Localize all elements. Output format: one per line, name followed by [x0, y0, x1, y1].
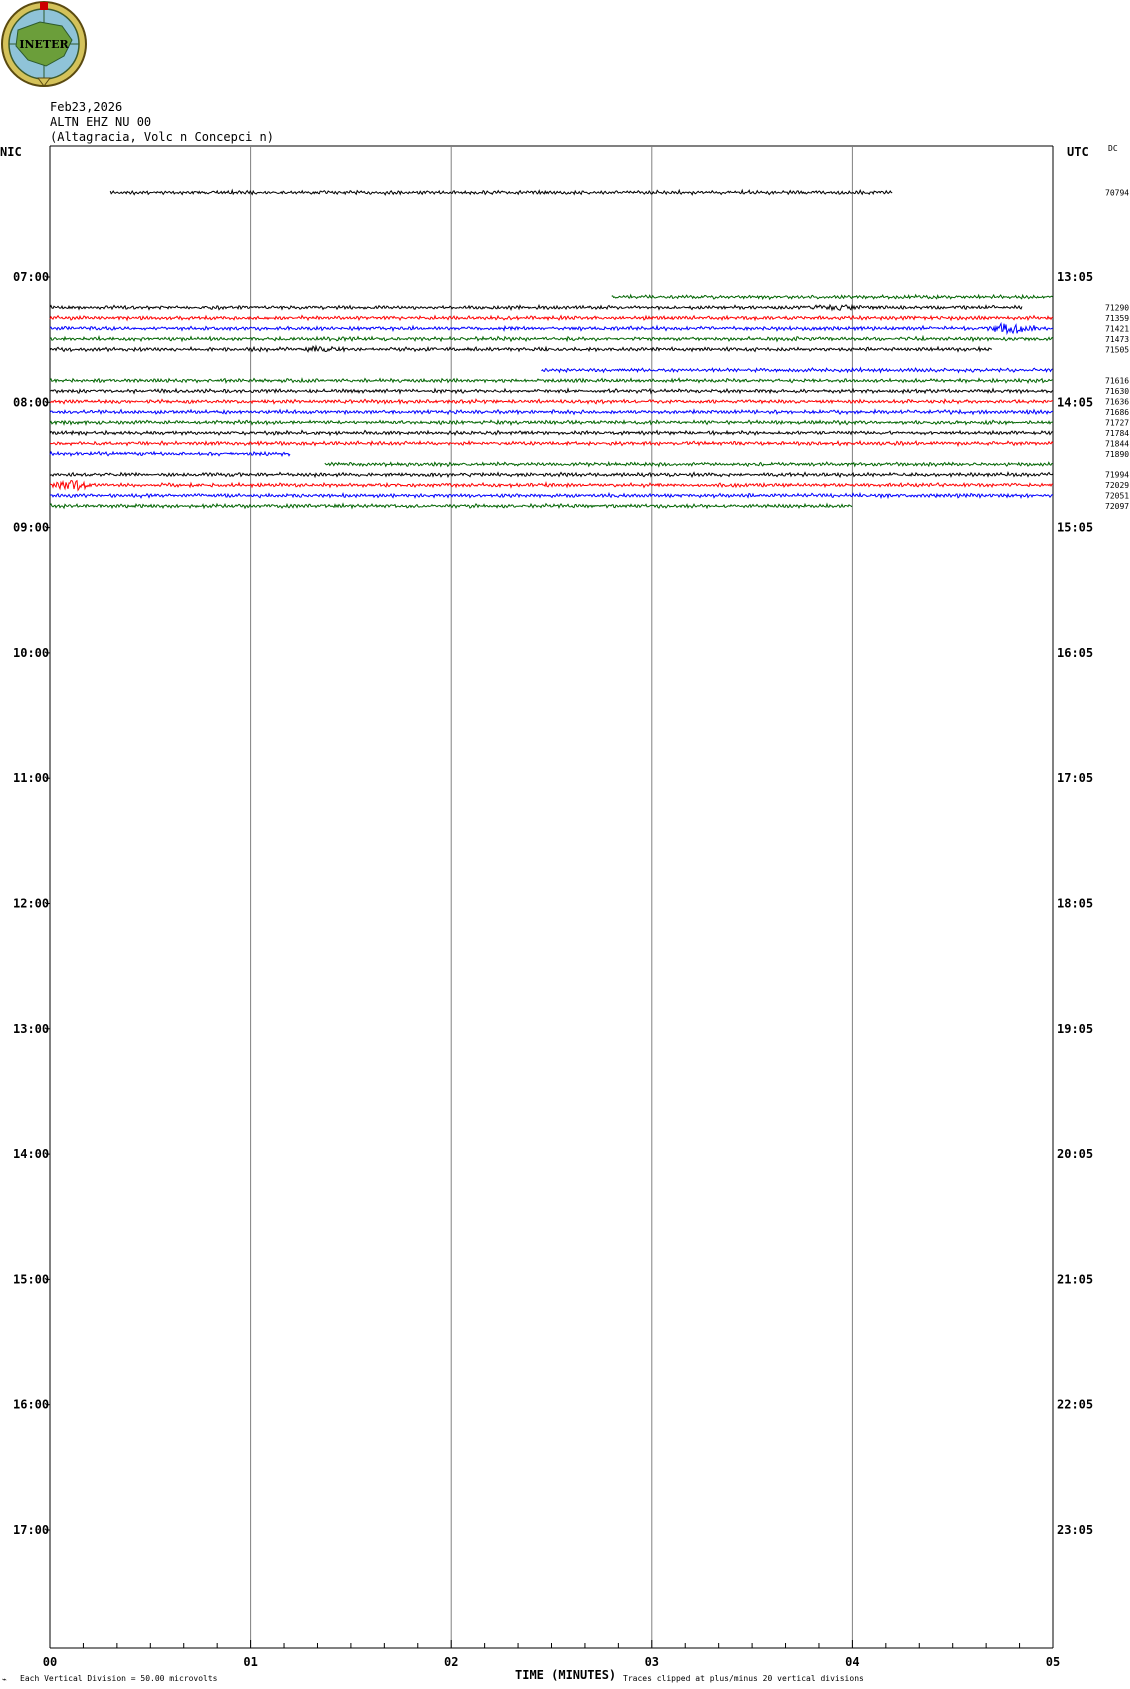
dc-value-label: 71359	[1105, 313, 1130, 323]
right-hour-label: 15:05	[1057, 520, 1094, 535]
dc-value-label: 72097	[1105, 502, 1130, 511]
right-hour-label: 19:05	[1057, 1021, 1094, 1036]
x-tick-label: 05	[1045, 1655, 1061, 1669]
trace-line	[50, 389, 1053, 393]
dc-value-label: 71616	[1105, 376, 1130, 386]
right-hour-label: 20:05	[1057, 1147, 1094, 1162]
trace-line	[50, 472, 1053, 476]
trace-line	[612, 295, 1053, 299]
trace-line	[325, 462, 1053, 466]
dc-value-label: 70794	[1105, 188, 1130, 198]
trace-line	[50, 346, 992, 351]
x-tick-label: 01	[243, 1655, 258, 1669]
dc-value-label: 72029	[1105, 481, 1130, 491]
right-hour-label: 21:05	[1057, 1272, 1094, 1287]
trace-line	[50, 410, 1053, 414]
right-hour-label: 13:05	[1057, 270, 1094, 284]
right-hour-label: 16:05	[1057, 645, 1094, 660]
right-hour-label: 14:05	[1057, 395, 1094, 410]
trace-line	[50, 441, 1053, 445]
left-timezone-label: NIC	[0, 145, 22, 159]
clip-note: Traces clipped at plus/minus 20 vertical divisions	[623, 1674, 864, 1683]
left-hour-label: 09:00	[13, 520, 50, 535]
trace-line	[50, 420, 1053, 425]
dc-value-label: 71844	[1105, 439, 1130, 449]
trace-line	[50, 452, 290, 456]
right-hour-label: 23:05	[1057, 1523, 1094, 1537]
x-tick-label: 00	[42, 1655, 58, 1669]
traces	[50, 189, 1129, 512]
left-hour-label: 12:00	[13, 896, 50, 911]
dc-value-label: 71686	[1105, 407, 1130, 417]
left-hour-label: 17:00	[13, 1523, 50, 1537]
left-hour-label: 11:00	[13, 771, 50, 786]
dc-value-label: 71994	[1105, 470, 1130, 480]
trace-line	[50, 399, 1053, 403]
left-hour-label: 14:00	[13, 1147, 50, 1162]
trace-line	[50, 481, 1053, 491]
left-hour-label: 15:00	[13, 1272, 50, 1287]
left-hour-label: 13:00	[13, 1021, 50, 1036]
footer-mark: ⌁	[2, 1675, 7, 1684]
logo-text: INETER	[19, 38, 69, 51]
dc-value-label: 71421	[1105, 324, 1130, 334]
dc-value-label: 71784	[1105, 428, 1130, 438]
dc-value-label: 71727	[1105, 418, 1130, 428]
x-tick-label: 04	[845, 1655, 860, 1669]
location-label: (Altagracia, Volc n Concepci n)	[50, 130, 274, 144]
x-tick-label: 03	[644, 1655, 660, 1669]
x-ticks	[13, 270, 1093, 1669]
x-axis-label: TIME (MINUTES)	[515, 1668, 617, 1682]
trace-line	[50, 316, 1053, 320]
right-hour-label: 22:05	[1057, 1397, 1094, 1412]
dc-header-label: DC	[1108, 144, 1118, 153]
station-label: ALTN EHZ NU 00	[50, 115, 152, 129]
x-tick-label: 02	[443, 1655, 459, 1669]
trace-line	[542, 368, 1053, 372]
trace-line	[50, 337, 1053, 342]
dc-value-label: 72051	[1105, 491, 1130, 501]
date-label: Feb23,2026	[50, 100, 123, 114]
dc-value-label: 71505	[1105, 345, 1130, 355]
trace-line	[110, 190, 892, 194]
dc-value-label: 71636	[1105, 397, 1130, 407]
dc-value-label: 71473	[1105, 334, 1130, 344]
trace-line	[50, 431, 1053, 435]
trace-line	[50, 378, 1053, 382]
right-timezone-label: UTC	[1067, 145, 1089, 159]
right-hour-label: 17:05	[1057, 771, 1094, 786]
dc-value-label: 71290	[1105, 303, 1130, 313]
left-hour-label: 08:00	[13, 395, 50, 410]
left-hour-label: 07:00	[13, 270, 50, 284]
trace-line	[50, 324, 1053, 334]
dc-value-label: 71630	[1105, 387, 1130, 397]
left-hour-label: 10:00	[13, 645, 50, 660]
trace-line	[50, 305, 1022, 310]
scale-note: Each Vertical Division = 50.00 microvolts	[20, 1674, 218, 1683]
left-hour-label: 16:00	[13, 1397, 50, 1412]
dc-value-label: 71890	[1105, 449, 1130, 459]
trace-line	[50, 493, 1053, 497]
right-hour-label: 18:05	[1057, 896, 1094, 911]
